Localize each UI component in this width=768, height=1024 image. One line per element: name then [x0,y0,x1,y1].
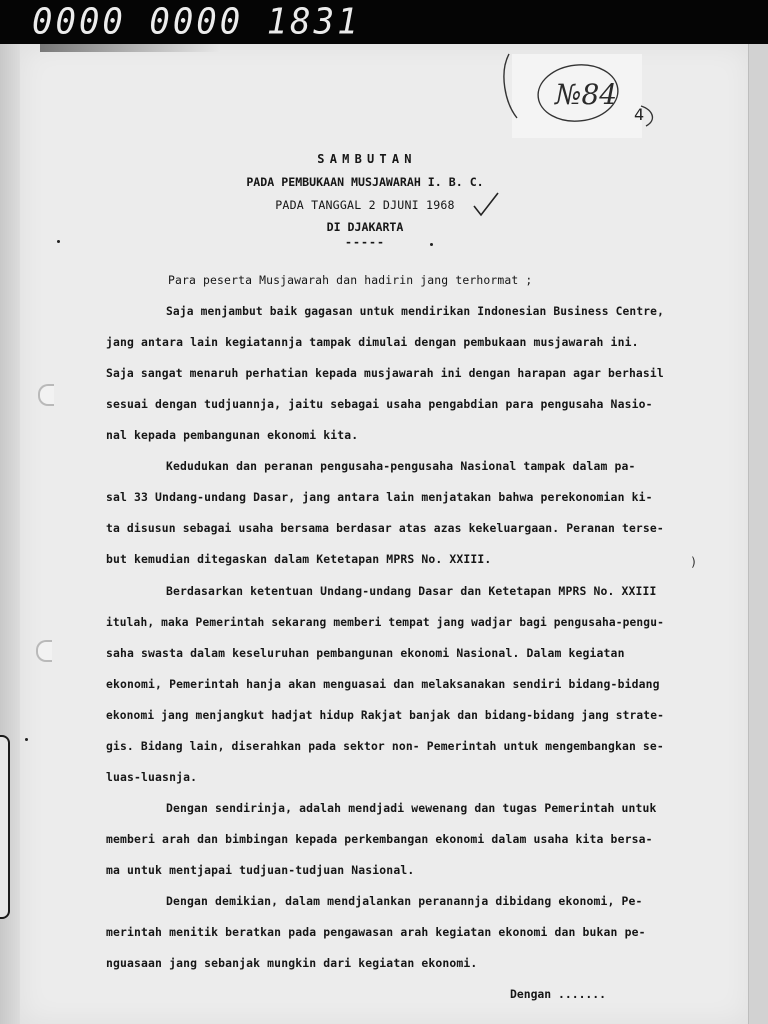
body-line: ma untuk mentjapai tudjuan-tudjuan Nasional. [106,863,415,877]
margin-mark: ) [690,555,698,569]
body-line: merintah menitik beratkan pada pengawasan arah kegiatan ekonomi dan bukan pe- [106,925,646,939]
body-line: ekonomi, Pemerintah hanja akan menguasai dan melaksanakan sendiri bidang-bidang [106,677,660,691]
body-line: nal kepada pembangunan ekonomi kita. [106,428,359,442]
page-mark: 4 [634,105,645,124]
archive-number-text: №84 [555,78,618,111]
body-line: jang antara lain kegiatannja tampak dimulai dengan pembukaan musjawarah ini. [106,335,639,349]
body-line: Dengan sendirinja, adalah mendjadi wewenang dan tugas Pemerintah untuk [166,801,657,815]
body-line: memberi arah dan bimbingan kepada perkembangan ekonomi dalam usaha kita bersa- [106,832,653,846]
body-line: gis. Bidang lain, diserahkan pada sektor non- Pemerintah untuk mengembangkan se- [106,739,664,753]
body-line: Para peserta Musjawarah dan hadirin jang terhormat ; [168,273,533,287]
body-line: sesuai dengan tudjuannja, jaitu sebagai usaha pengabdian para pengusaha Nasio- [106,397,653,411]
body-line: saha swasta dalam keseluruhan pembangunan ekonomi Nasional. Dalam kegiatan [106,646,625,660]
body-line: luas-luasnja. [106,770,198,784]
film-frame-number: 0000 0000 1831 [32,1,361,43]
heading-rule: ----- [345,235,385,249]
body-line: ta disusun sebagai usaha bersama berdasar atas azas kekeluargaan. Peranan terse- [106,521,664,535]
continuation-text: Dengan ....... [510,987,607,1001]
body-line: itulah, maka Pemerintah sekarang memberi tempat jang wadjar bagi pengusaha-pengu- [106,615,664,629]
body-line: Berdasarkan ketentuan Undang-undang Dasar dan Ketetapan MPRS No. XXIII [166,584,657,598]
body-line: sal 33 Undang-undang Dasar, jang antara lain menjatakan bahwa perekonomian ki- [106,490,653,504]
document-location: DI DJAKARTA [326,220,404,234]
body-line: Kedudukan dan peranan pengusaha-pengusaha Nasional tampak dalam pa- [166,459,636,473]
body-line: but kemudian ditegaskan dalam Ketetapan MPRS No. XXIII. [106,552,492,566]
document-title: SAMBUTAN [317,152,417,166]
body-line: nguasaan jang sebanjak mungkin dari kegiatan ekonomi. [106,956,478,970]
body-line: ekonomi jang menjangkut hadjat hidup Rakjat banjak dan bidang-bidang jang strate- [106,708,664,722]
body-line: Saja sangat menaruh perhatian kepada musjawarah ini dengan harapan agar berhasil [106,366,664,380]
body-line: Dengan demikian, dalam mendjalankan peranannja dibidang ekonomi, Pe- [166,894,643,908]
document-subtitle: PADA PEMBUKAAN MUSJAWARAH I. B. C. [246,175,484,189]
handwritten-check-mark [471,190,501,220]
document-date: PADA TANGGAL 2 DJUNI 1968 [275,198,455,212]
body-line: Saja menjambut baik gagasan untuk mendirikan Indonesian Business Centre, [166,304,665,318]
